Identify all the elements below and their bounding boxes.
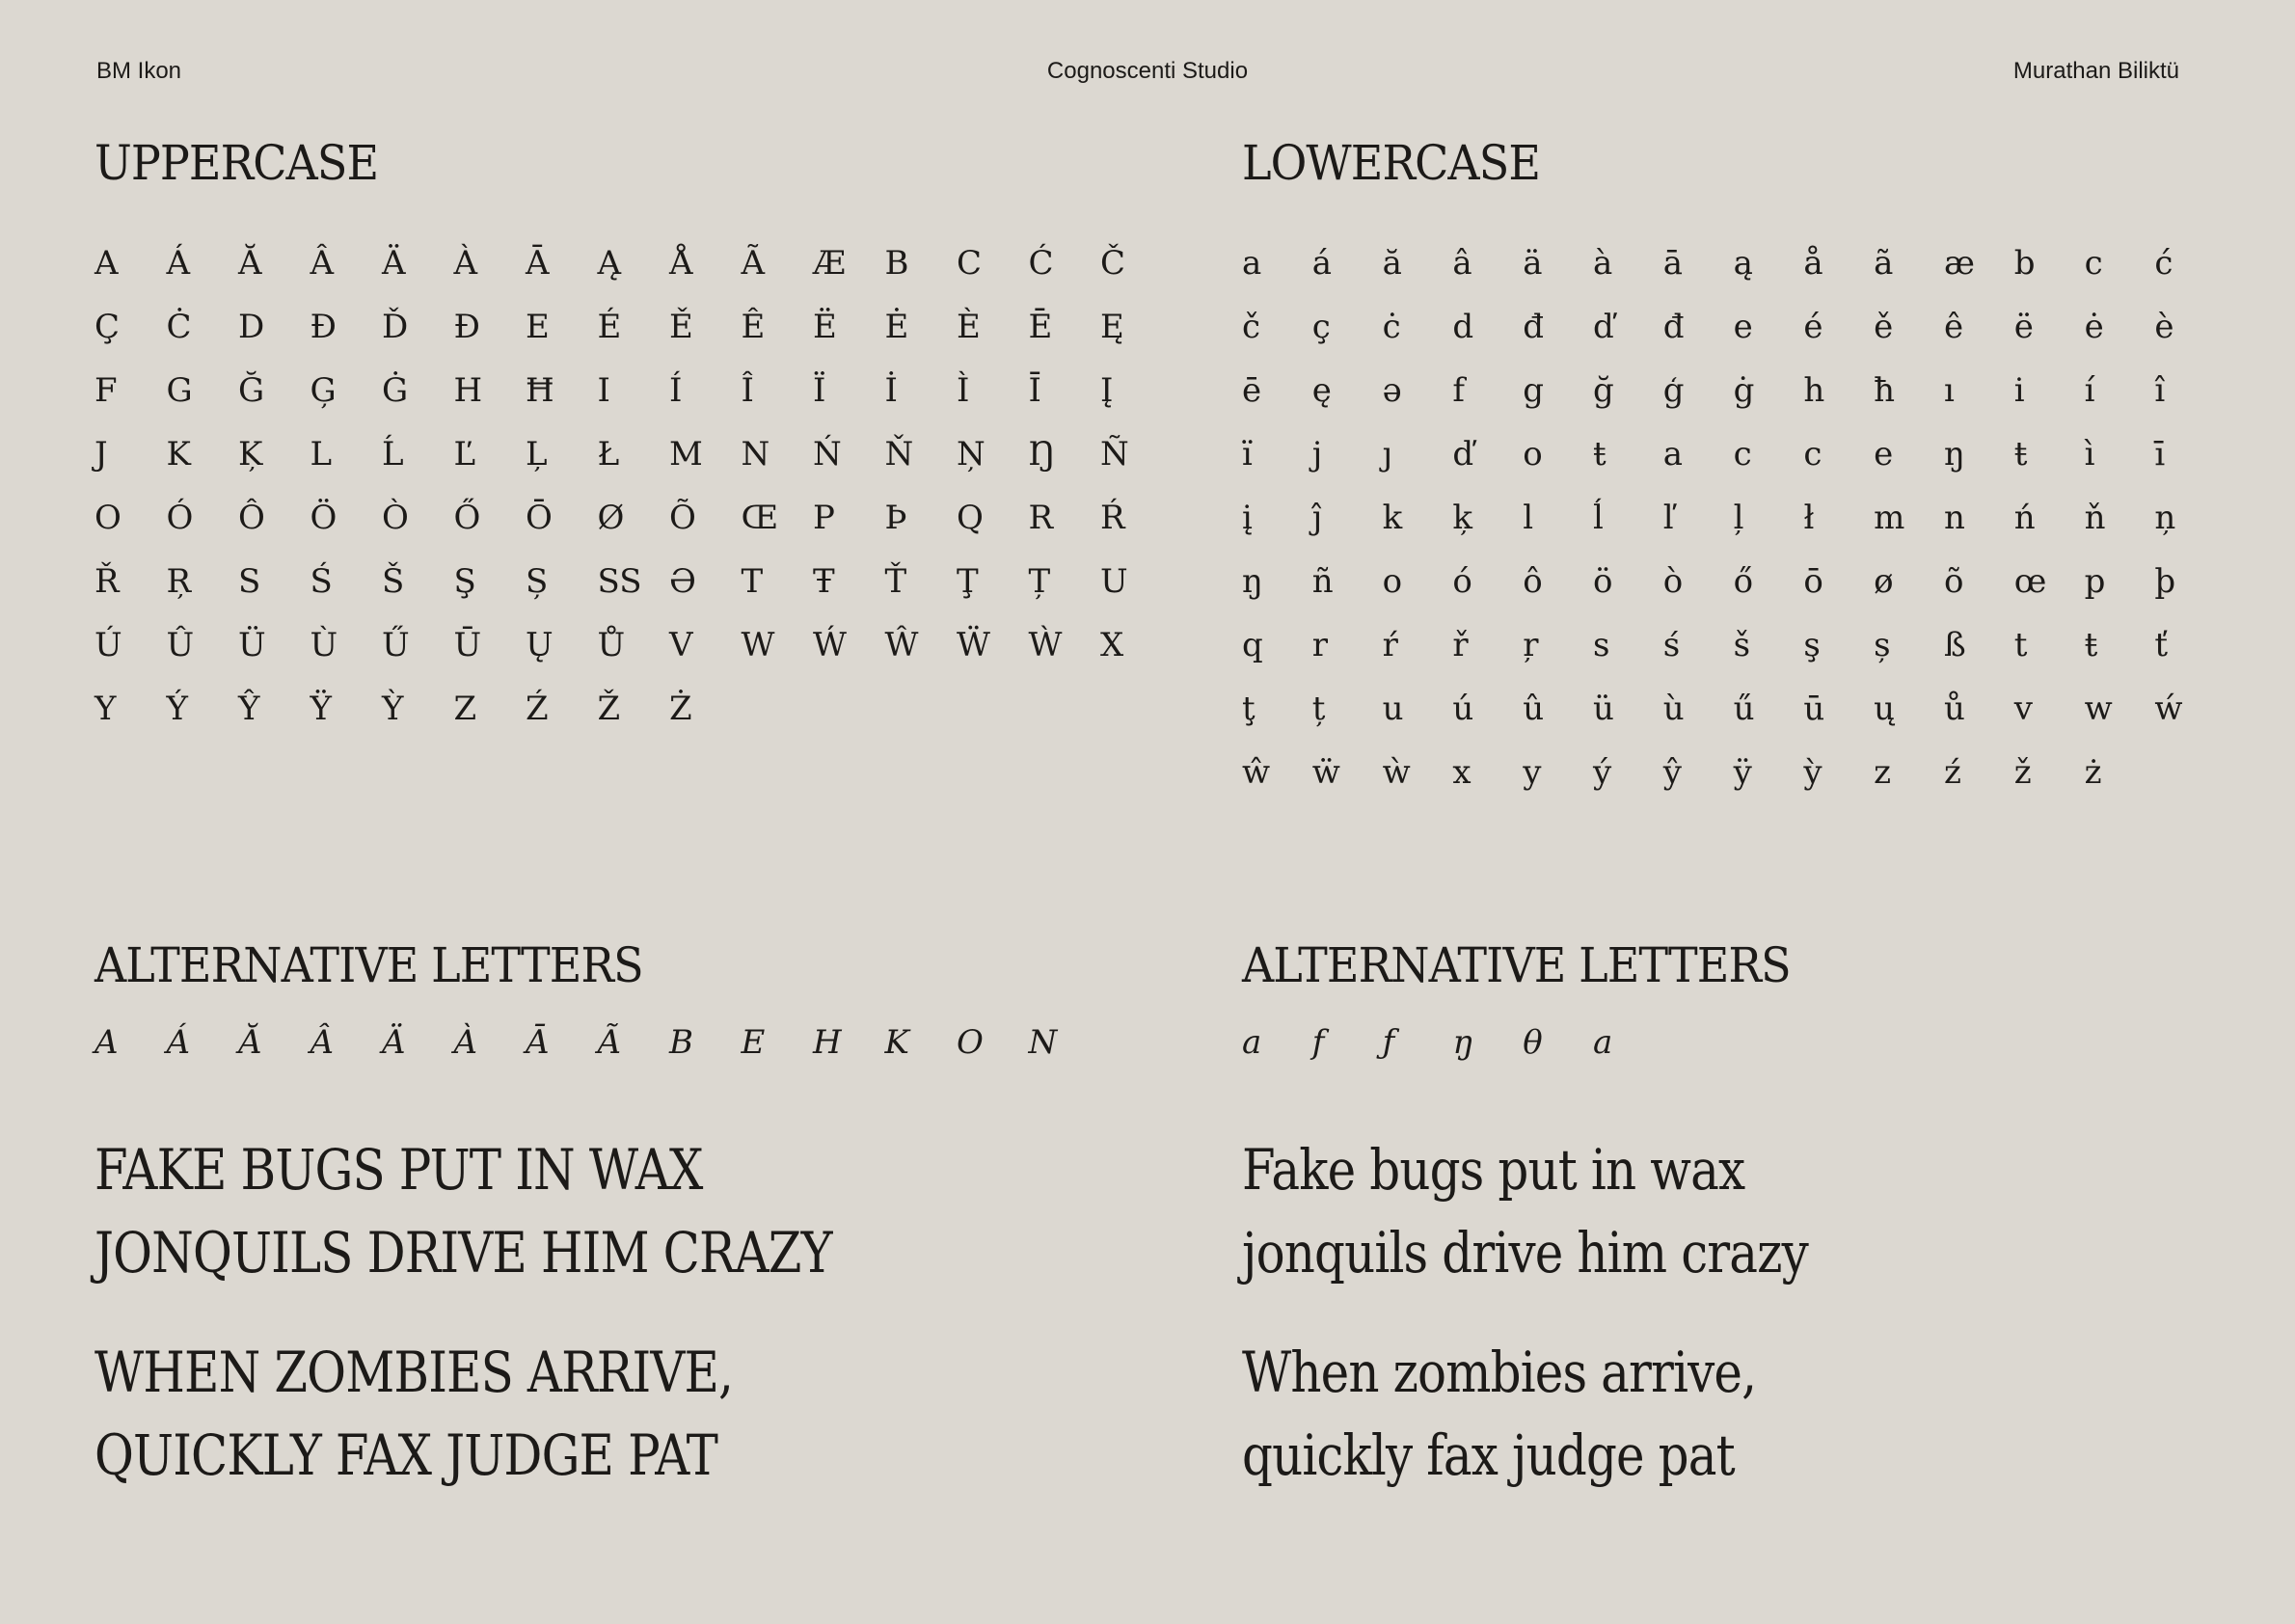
glyph-cell: ļ	[1733, 499, 1744, 537]
glyph-cell: Ğ	[238, 371, 265, 410]
glyph-cell: â	[1452, 244, 1472, 283]
glyph-cell: I	[597, 371, 610, 410]
glyph-cell: Ä	[382, 244, 406, 283]
glyph-cell: ķ	[1452, 499, 1472, 537]
glyph-cell: L	[310, 435, 333, 474]
glyph-cell: Å	[669, 244, 693, 283]
glyph-cell: À	[453, 244, 478, 283]
glyph-cell: ž	[2013, 753, 2032, 792]
glyph-cell: Ł	[597, 435, 620, 474]
glyph-cell: Ą	[597, 244, 622, 283]
glyph-cell: z	[1874, 753, 1892, 792]
glyph-cell: Ĺ	[382, 435, 404, 474]
glyph-cell: İ	[884, 371, 898, 410]
glyph-cell: ə	[1382, 371, 1402, 410]
header-studio-name: Cognoscenti Studio	[1046, 58, 1249, 84]
lowercase-glyph-grid	[1242, 231, 2254, 804]
glyph-cell: É	[597, 308, 622, 346]
pangram-line: Fake bugs put in wax	[1242, 1137, 1745, 1203]
glyph-cell: ň	[2084, 499, 2106, 537]
glyph-cell: Ď	[382, 308, 409, 346]
alternates-upper-title: ALTERNATIVE LETTERS	[94, 937, 643, 993]
glyph-cell: W	[741, 626, 775, 664]
glyph-cell: Û	[166, 626, 195, 664]
glyph-cell: ò	[1662, 562, 1684, 601]
glyph-cell: ƒ	[1382, 1023, 1395, 1062]
glyph-cell: ē	[1242, 371, 1262, 410]
glyph-cell: a	[1242, 1023, 1262, 1062]
glyph-cell: è	[2154, 308, 2174, 346]
glyph-cell: ỳ	[1803, 753, 1822, 792]
glyph-cell: E	[526, 308, 550, 346]
glyph-cell: ŕ	[1382, 626, 1398, 664]
glyph-cell: Ẁ	[1028, 626, 1063, 664]
glyph-cell: ű	[1733, 690, 1755, 728]
glyph-cell: B	[669, 1023, 693, 1062]
glyph-cell: į	[1242, 499, 1253, 537]
glyph-cell: Ř	[94, 562, 120, 601]
glyph-cell: Ŧ	[813, 562, 835, 601]
glyph-cell: Ŕ	[1100, 499, 1125, 537]
glyph-cell: Ă	[238, 1023, 262, 1062]
glyph-cell: Ē	[1028, 308, 1053, 346]
glyph-cell: E	[741, 1023, 766, 1062]
glyph-cell: S	[238, 562, 261, 601]
glyph-cell: Ħ	[526, 371, 554, 410]
glyph-cell: i	[2013, 371, 2025, 410]
glyph-cell: Ÿ	[310, 690, 332, 728]
glyph-cell: ö	[1592, 562, 1613, 601]
glyph-cell: ō	[1803, 562, 1823, 601]
glyph-cell: Â	[310, 244, 335, 283]
glyph-cell: ù	[1662, 690, 1685, 728]
glyph-cell: ẅ	[1311, 753, 1340, 792]
glyph-cell: ą	[1733, 244, 1753, 283]
glyph-cell: Ã	[597, 1023, 622, 1062]
glyph-cell: ń	[2013, 499, 2036, 537]
glyph-cell: c	[1803, 435, 1822, 474]
glyph-cell: Ỳ	[382, 690, 404, 728]
glyph-cell: ŧ	[2013, 435, 2028, 474]
glyph-cell: Ë	[813, 308, 837, 346]
glyph-cell: Ã	[741, 244, 766, 283]
glyph-cell: p	[2084, 562, 2106, 601]
pangram-line: QUICKLY FAX JUDGE PAT	[94, 1422, 718, 1488]
pangram-line: jonquils drive him crazy	[1242, 1220, 1808, 1286]
glyph-cell: ì	[2084, 435, 2095, 474]
glyph-cell: Ļ	[526, 435, 548, 474]
glyph-cell: ŋ	[1242, 562, 1263, 601]
glyph-cell: Ŗ	[166, 562, 192, 601]
glyph-cell: å	[1803, 244, 1823, 283]
glyph-cell: h	[1803, 371, 1825, 410]
glyph-cell: O	[957, 1023, 984, 1062]
glyph-cell: ź	[1943, 753, 1961, 792]
glyph-cell: Ā	[526, 244, 550, 283]
glyph-cell: P	[813, 499, 835, 537]
glyph-cell: Ź	[526, 690, 549, 728]
glyph-cell: Ț	[1028, 562, 1051, 601]
glyph-cell: ê	[1943, 308, 1964, 346]
glyph-cell: Ő	[453, 499, 481, 537]
glyph-cell: ă	[1382, 244, 1402, 283]
glyph-cell: ď	[1592, 308, 1614, 346]
glyph-cell: ŋ	[1943, 435, 1965, 474]
glyph-cell: Ň	[884, 435, 914, 474]
glyph-cell: n	[1943, 499, 1965, 537]
alternates-upper-row	[94, 1011, 1100, 1074]
glyph-cell: à	[1592, 244, 1613, 283]
glyph-cell: ż	[2084, 753, 2102, 792]
glyph-cell: ä	[1523, 244, 1543, 283]
glyph-cell: Đ	[453, 308, 480, 346]
glyph-cell: Ę	[1100, 308, 1124, 346]
glyph-cell: ā	[1662, 244, 1684, 283]
glyph-cell: a	[1242, 244, 1262, 283]
glyph-cell: x	[1452, 753, 1472, 792]
glyph-cell: ț	[1311, 690, 1326, 728]
glyph-cell: Ì	[957, 371, 970, 410]
glyph-cell: ī	[2154, 435, 2166, 474]
glyph-cell: Á	[166, 244, 191, 283]
glyph-cell: ģ	[1662, 371, 1685, 410]
glyph-cell: Ċ	[166, 308, 192, 346]
glyph-cell: v	[2013, 690, 2033, 728]
glyph-cell: θ	[1523, 1023, 1543, 1062]
glyph-cell: Ù	[310, 626, 338, 664]
glyph-cell: f	[1311, 1023, 1325, 1062]
glyph-cell: ď	[1452, 435, 1474, 474]
glyph-cell: ů	[1943, 690, 1965, 728]
glyph-cell: Ŵ	[884, 626, 919, 664]
pangram-line: When zombies arrive,	[1242, 1340, 1757, 1405]
glyph-cell: g	[1523, 371, 1544, 410]
glyph-cell: Â	[310, 1023, 335, 1062]
glyph-cell: Ć	[1028, 244, 1054, 283]
glyph-cell: þ	[2154, 562, 2176, 601]
glyph-cell: u	[1382, 690, 1404, 728]
glyph-cell: Ķ	[238, 435, 263, 474]
glyph-cell: ú	[1452, 690, 1474, 728]
pangram-block-upper-2	[94, 1331, 837, 1497]
glyph-cell: Ű	[382, 626, 410, 664]
glyph-cell: õ	[1943, 562, 1964, 601]
glyph-cell: ţ	[1242, 690, 1256, 728]
lowercase-title: LOWERCASE	[1242, 135, 1540, 191]
alternates-lower-title: ALTERNATIVE LETTERS	[1242, 937, 1791, 993]
glyph-cell: ū	[1803, 690, 1825, 728]
glyph-cell: ċ	[1382, 308, 1401, 346]
glyph-cell: ę	[1311, 371, 1332, 410]
glyph-cell: ø	[1874, 562, 1894, 601]
glyph-cell: X	[1100, 626, 1124, 664]
glyph-cell: w	[2084, 690, 2113, 728]
glyph-cell: Í	[669, 371, 683, 410]
glyph-cell: đ	[1662, 308, 1685, 346]
glyph-cell: ã	[1874, 244, 1894, 283]
glyph-cell: R	[1028, 499, 1054, 537]
pangram-line: WHEN ZOMBIES ARRIVE,	[94, 1340, 734, 1405]
glyph-cell: ğ	[1592, 371, 1614, 410]
glyph-cell: J	[94, 435, 108, 474]
glyph-cell: œ	[2013, 562, 2047, 601]
glyph-cell: Đ	[310, 308, 337, 346]
glyph-cell: ı	[1943, 371, 1955, 410]
glyph-cell: V	[669, 626, 693, 664]
glyph-cell: ŗ	[1523, 626, 1539, 664]
glyph-cell: D	[238, 308, 265, 346]
glyph-cell: m	[1874, 499, 1905, 537]
glyph-cell: r	[1311, 626, 1329, 664]
glyph-cell: H	[813, 1023, 842, 1062]
glyph-cell: ß	[1943, 626, 1966, 664]
glyph-cell: c	[1733, 435, 1752, 474]
glyph-cell: Ò	[382, 499, 409, 537]
glyph-cell: a	[1592, 1023, 1613, 1062]
glyph-cell: l	[1523, 499, 1534, 537]
glyph-cell: T	[741, 562, 764, 601]
glyph-cell: e	[1874, 435, 1894, 474]
glyph-cell: Ü	[238, 626, 266, 664]
glyph-cell: Ş	[453, 562, 476, 601]
glyph-cell: ś	[1662, 626, 1681, 664]
glyph-cell: Z	[453, 690, 477, 728]
glyph-cell: Ș	[526, 562, 549, 601]
glyph-cell: Ţ	[957, 562, 979, 601]
glyph-cell: b	[2013, 244, 2036, 283]
glyph-cell: Ė	[884, 308, 909, 346]
pangram-block-lower-2	[1242, 1331, 1840, 1497]
glyph-cell: Ž	[597, 690, 621, 728]
glyph-cell: K	[884, 1023, 909, 1062]
glyph-cell: j	[1311, 435, 1323, 474]
glyph-cell: À	[453, 1023, 478, 1062]
glyph-cell: ô	[1523, 562, 1543, 601]
glyph-cell: Ū	[453, 626, 482, 664]
glyph-cell: Ă	[238, 244, 262, 283]
glyph-cell: ŧ	[1592, 435, 1606, 474]
glyph-cell: Ñ	[1100, 435, 1129, 474]
glyph-cell: Ẃ	[813, 626, 847, 664]
glyph-cell: û	[1523, 690, 1545, 728]
glyph-cell: Š	[382, 562, 405, 601]
glyph-cell: Ə	[669, 562, 696, 601]
glyph-cell: A	[94, 244, 119, 283]
glyph-cell: î	[2154, 371, 2166, 410]
glyph-cell: Œ	[741, 499, 779, 537]
glyph-cell: Ś	[310, 562, 333, 601]
glyph-cell: G	[166, 371, 193, 410]
glyph-cell: ȷ	[1382, 435, 1393, 474]
glyph-cell: á	[1311, 244, 1333, 283]
glyph-cell: æ	[1943, 244, 1975, 283]
glyph-cell: ẃ	[2154, 690, 2183, 728]
glyph-cell: ó	[1452, 562, 1472, 601]
glyph-cell: Ê	[741, 308, 766, 346]
glyph-cell: ÿ	[1733, 753, 1752, 792]
glyph-cell: M	[669, 435, 703, 474]
glyph-cell: q	[1242, 626, 1263, 664]
glyph-cell: k	[1382, 499, 1403, 537]
glyph-cell: ť	[2154, 626, 2169, 664]
glyph-cell: ş	[1803, 626, 1821, 664]
glyph-cell: ņ	[2154, 499, 2176, 537]
glyph-cell: O	[94, 499, 122, 537]
glyph-cell: Ú	[94, 626, 122, 664]
glyph-cell: Ņ	[957, 435, 986, 474]
glyph-cell: Č	[1100, 244, 1126, 283]
glyph-cell: Ö	[310, 499, 338, 537]
glyph-cell: ě	[1874, 308, 1894, 346]
glyph-cell: Ī	[1028, 371, 1041, 410]
glyph-cell: ï	[1242, 435, 1253, 474]
glyph-cell: Æ	[813, 244, 847, 283]
glyph-cell: K	[166, 435, 191, 474]
glyph-cell: đ	[1523, 308, 1544, 346]
glyph-cell: ė	[2084, 308, 2104, 346]
glyph-cell: Þ	[884, 499, 907, 537]
glyph-cell: y	[1523, 753, 1542, 792]
pangram-line: JONQUILS DRIVE HIM CRAZY	[94, 1220, 832, 1286]
glyph-cell: Ġ	[382, 371, 409, 410]
glyph-cell: Ō	[526, 499, 553, 537]
alternates-lower-row	[1242, 1011, 1663, 1074]
glyph-cell: a	[1662, 435, 1684, 474]
glyph-cell: ł	[1803, 499, 1815, 537]
glyph-cell: Ā	[526, 1023, 550, 1062]
glyph-cell: ü	[1592, 690, 1614, 728]
glyph-cell: ő	[1733, 562, 1754, 601]
pangram-block-lower-1	[1242, 1128, 1900, 1294]
glyph-cell: š	[1733, 626, 1751, 664]
pangram-block-upper-1	[94, 1128, 952, 1294]
glyph-cell: Ě	[669, 308, 693, 346]
glyph-cell: A	[94, 1023, 119, 1062]
glyph-cell: Õ	[669, 499, 696, 537]
glyph-cell: C	[957, 244, 983, 283]
glyph-cell: ŵ	[1242, 753, 1271, 792]
glyph-cell: Ŋ	[1028, 435, 1057, 474]
header-designer-name: Murathan Biliktü	[2012, 58, 2179, 84]
glyph-cell: ẁ	[1382, 753, 1411, 792]
glyph-cell: o	[1382, 562, 1403, 601]
glyph-cell: Q	[957, 499, 984, 537]
glyph-cell: ŷ	[1662, 753, 1682, 792]
glyph-cell: H	[453, 371, 483, 410]
header-font-name: BM Ikon	[96, 58, 182, 84]
glyph-cell: s	[1592, 626, 1610, 664]
pangram-line: FAKE BUGS PUT IN WAX	[94, 1137, 703, 1203]
glyph-cell: Ä	[382, 1023, 406, 1062]
glyph-cell: Ų	[526, 626, 554, 664]
glyph-cell: í	[2084, 371, 2095, 410]
glyph-cell: N	[1028, 1023, 1058, 1062]
glyph-cell: f	[1452, 371, 1465, 410]
uppercase-title: UPPERCASE	[94, 135, 379, 191]
glyph-cell: Ż	[669, 690, 692, 728]
glyph-cell: ų	[1874, 690, 1896, 728]
glyph-cell: ý	[1592, 753, 1612, 792]
glyph-cell: Ľ	[453, 435, 476, 474]
glyph-cell: Ý	[166, 690, 188, 728]
glyph-cell: ŋ	[1452, 1023, 1474, 1062]
glyph-cell: Á	[166, 1023, 191, 1062]
glyph-cell: È	[957, 308, 981, 346]
glyph-cell: Ń	[813, 435, 842, 474]
glyph-cell: Y	[94, 690, 117, 728]
glyph-cell: ŧ	[2084, 626, 2098, 664]
glyph-cell: ľ	[1662, 499, 1674, 537]
glyph-cell: Ẅ	[957, 626, 990, 664]
glyph-cell: Ø	[597, 499, 625, 537]
glyph-cell: ñ	[1311, 562, 1334, 601]
glyph-cell: c	[2084, 244, 2103, 283]
glyph-cell: ĵ	[1311, 499, 1323, 537]
glyph-cell: Ť	[884, 562, 907, 601]
glyph-cell: é	[1803, 308, 1823, 346]
glyph-cell: B	[884, 244, 909, 283]
glyph-cell: č	[1242, 308, 1261, 346]
glyph-cell: d	[1452, 308, 1474, 346]
glyph-cell: F	[94, 371, 118, 410]
glyph-cell: Ŷ	[238, 690, 260, 728]
glyph-cell: Ç	[94, 308, 121, 346]
glyph-cell: Î	[741, 371, 754, 410]
glyph-cell: ë	[2013, 308, 2034, 346]
glyph-cell: U	[1100, 562, 1128, 601]
glyph-cell: Ï	[813, 371, 826, 410]
glyph-cell: Ó	[166, 499, 194, 537]
glyph-cell: ĺ	[1592, 499, 1604, 537]
glyph-cell: ġ	[1733, 371, 1755, 410]
glyph-cell: ř	[1452, 626, 1469, 664]
glyph-cell: ħ	[1874, 371, 1896, 410]
glyph-cell: Ģ	[310, 371, 337, 410]
glyph-cell: ć	[2154, 244, 2174, 283]
glyph-cell: t	[2013, 626, 2028, 664]
glyph-cell: o	[1523, 435, 1543, 474]
glyph-cell: e	[1733, 308, 1753, 346]
glyph-cell: Į	[1100, 371, 1114, 410]
uppercase-glyph-grid	[94, 231, 1174, 741]
glyph-cell: Ů	[597, 626, 626, 664]
glyph-cell: ç	[1311, 308, 1331, 346]
glyph-cell: ș	[1874, 626, 1891, 664]
pangram-line: quickly fax judge pat	[1242, 1422, 1735, 1488]
glyph-cell: Ô	[238, 499, 265, 537]
glyph-cell: N	[741, 435, 770, 474]
glyph-cell: SS	[597, 562, 642, 601]
